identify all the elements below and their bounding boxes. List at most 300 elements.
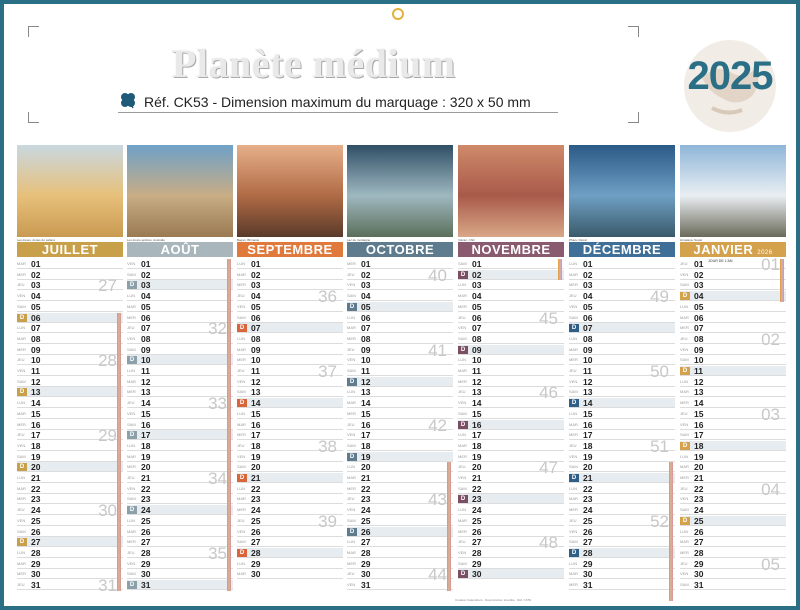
day-row	[347, 387, 453, 397]
day-number: 27	[141, 537, 151, 548]
day-row	[569, 473, 675, 483]
day-row	[569, 462, 675, 472]
day-number: 21	[472, 473, 482, 483]
day-number: 10	[361, 355, 371, 366]
weekday-label: LUN	[237, 485, 246, 491]
landscape-photo	[237, 145, 343, 237]
day-number: 21	[583, 473, 593, 483]
day-number: 14	[361, 398, 371, 409]
day-number: 30	[694, 569, 704, 580]
day-number: 15	[472, 408, 482, 419]
day-number: 05	[361, 301, 371, 312]
weekday-label: SAM	[458, 485, 467, 491]
day-number: 29	[472, 558, 482, 569]
weekday-label: MAR	[347, 400, 356, 406]
day-row	[569, 334, 675, 344]
day-row	[680, 580, 786, 590]
calendar-title: Planète médium	[172, 41, 456, 86]
day-number: 15	[361, 408, 371, 419]
day-number: 11	[694, 366, 703, 376]
weekday-label: MER	[347, 560, 356, 566]
day-number: 03	[31, 280, 41, 291]
weekday-label: JEU	[680, 261, 688, 266]
weekday-label: JEU	[127, 400, 135, 406]
week-number: 46	[539, 383, 558, 403]
day-row	[17, 313, 123, 323]
day-number: 09	[361, 344, 371, 355]
day-row	[237, 494, 343, 504]
day-row	[237, 473, 343, 483]
day-number: 22	[31, 483, 41, 494]
photo-caption: Volcan, Chili	[458, 238, 475, 242]
weekday-label: SAM	[127, 496, 136, 502]
weekday-label: LUN	[127, 442, 136, 448]
photo-caption: Himalaya, Népal	[680, 238, 703, 242]
weekday-label: LUN	[127, 517, 136, 523]
month-name: NOVEMBRE	[471, 242, 551, 257]
weekday-label: MER	[347, 410, 356, 416]
day-row	[569, 409, 675, 419]
month-column-6	[680, 145, 786, 593]
holiday-stripe	[669, 462, 673, 601]
weekday-label: LUN	[347, 314, 356, 320]
photo-caption: Les dunes, dunes du sahara	[17, 238, 55, 242]
weekday-label: D	[680, 292, 690, 300]
weekday-label: SAM	[347, 293, 356, 299]
day-number: 11	[31, 366, 40, 376]
month-column-3	[347, 145, 453, 593]
day-number: 23	[361, 494, 371, 505]
weekday-label: LUN	[347, 389, 356, 395]
day-row	[458, 505, 564, 515]
day-number: 28	[583, 547, 593, 558]
day-row	[17, 452, 123, 462]
day-row	[17, 462, 123, 472]
weekday-label: SAM	[17, 528, 26, 534]
day-number: 22	[583, 483, 593, 494]
day-row	[127, 580, 233, 590]
day-row	[237, 387, 343, 397]
weekday-label: LUN	[680, 453, 689, 459]
day-row	[569, 398, 675, 408]
weekday-label: MAR	[237, 421, 246, 427]
day-number: 23	[694, 494, 704, 505]
weekday-label: MAR	[680, 389, 689, 395]
weekday-label: SAM	[347, 517, 356, 523]
weekday-label: MAR	[569, 496, 578, 502]
weekday-label: D	[458, 346, 468, 354]
day-number: 24	[251, 505, 261, 516]
photo-caption: Lac de montagne	[347, 238, 371, 242]
weekday-label: VEN	[347, 357, 356, 363]
weekday-label: LUN	[17, 400, 26, 406]
month-column-2	[237, 145, 343, 593]
weekday-label: MAR	[347, 325, 356, 331]
day-number: 29	[361, 558, 371, 569]
day-number: 15	[694, 408, 704, 419]
day-number: 25	[251, 515, 261, 526]
weekday-label: LUN	[347, 539, 356, 545]
weekday-label: SAM	[237, 389, 246, 395]
day-row	[237, 323, 343, 333]
weekday-label: SAM	[127, 571, 136, 577]
day-number: 19	[361, 451, 371, 462]
weekday-label: SAM	[569, 539, 578, 545]
weekday-label: VEN	[17, 442, 26, 448]
weekday-label: D	[347, 528, 357, 536]
day-number: 05	[141, 301, 151, 312]
weekday-label: D	[569, 474, 579, 482]
day-row	[127, 270, 233, 280]
day-number: 01	[251, 259, 261, 269]
weekday-label: MER	[347, 261, 356, 266]
day-number: 28	[472, 547, 482, 558]
weekday-label: MAR	[237, 346, 246, 352]
weekday-label: MER	[17, 496, 26, 502]
day-number: 22	[472, 483, 482, 494]
holiday-stripe	[227, 259, 231, 591]
day-row	[237, 420, 343, 430]
weekday-label: MAR	[127, 378, 136, 384]
day-row	[347, 527, 453, 537]
day-number: 16	[472, 419, 482, 430]
day-number: 31	[361, 580, 371, 590]
day-row	[458, 259, 564, 269]
weekday-label: D	[127, 581, 137, 589]
month-name-bar	[569, 242, 675, 257]
day-number: 22	[251, 483, 261, 494]
day-number: 03	[472, 280, 482, 291]
weekday-label: LUN	[458, 507, 467, 513]
day-row	[458, 366, 564, 376]
week-number: 40	[428, 265, 447, 285]
day-number: 13	[141, 387, 151, 398]
weekday-label: JEU	[17, 282, 25, 288]
day-row	[458, 291, 564, 301]
day-number: 01	[583, 259, 593, 269]
weekday-label: D	[680, 442, 690, 450]
day-number: 07	[361, 323, 371, 334]
weekday-label: MER	[569, 432, 578, 438]
day-row	[17, 377, 123, 387]
day-number: 12	[472, 376, 482, 387]
day-number: 25	[694, 515, 704, 526]
weekday-label: LUN	[237, 261, 246, 266]
day-row	[458, 559, 564, 569]
day-number: 16	[361, 419, 371, 430]
day-number: 07	[472, 323, 482, 334]
weekday-label: VEN	[237, 453, 246, 459]
day-number: 10	[472, 355, 482, 366]
day-row	[127, 366, 233, 376]
week-number: 05	[761, 554, 780, 574]
weekday-label: LUN	[17, 549, 26, 555]
day-row	[347, 462, 453, 472]
weekday-label: MAR	[127, 528, 136, 534]
weekday-label: SAM	[680, 432, 689, 438]
day-number: 27	[583, 537, 593, 548]
day-number: 21	[361, 473, 371, 483]
day-number: 10	[694, 355, 704, 366]
weekday-label: JEU	[458, 539, 466, 545]
weekday-label: MAR	[458, 517, 467, 523]
month-column-1	[127, 145, 233, 593]
weekday-label: MER	[127, 464, 136, 470]
day-number: 12	[583, 376, 593, 387]
day-row	[680, 313, 786, 323]
day-row	[569, 494, 675, 504]
month-name-bar	[458, 242, 564, 257]
day-row	[17, 473, 123, 483]
day-number: 06	[694, 312, 704, 323]
day-row	[127, 377, 233, 387]
day-number: 28	[31, 547, 41, 558]
weekday-label: D	[458, 421, 468, 429]
weekday-label: VEN	[680, 571, 689, 577]
weekday-label: MAR	[237, 571, 246, 577]
weekday-label: MER	[458, 378, 467, 384]
week-number: 42	[428, 415, 447, 435]
day-number: 30	[141, 569, 151, 580]
day-number: 19	[31, 451, 41, 462]
day-row	[127, 505, 233, 515]
day-number: 12	[361, 376, 371, 387]
day-number: 20	[694, 462, 704, 473]
weekday-label: MAR	[347, 549, 356, 555]
weekday-label: VEN	[680, 496, 689, 502]
weekday-label: SAM	[458, 560, 467, 566]
weekday-label: MER	[237, 507, 246, 513]
weekday-label: JEU	[237, 517, 245, 523]
day-number: 07	[694, 323, 704, 334]
day-row	[127, 345, 233, 355]
weekday-label: JEU	[17, 582, 25, 587]
day-number: 12	[694, 376, 704, 387]
day-number: 10	[251, 355, 261, 366]
weekday-label: LUN	[569, 335, 578, 341]
week-number: 52	[650, 511, 669, 531]
weekday-label: VEN	[458, 325, 467, 331]
day-row	[127, 569, 233, 579]
weekday-label: JEU	[569, 368, 577, 373]
day-row	[458, 270, 564, 280]
day-number: 04	[472, 291, 482, 302]
weekday-label: JEU	[347, 271, 355, 277]
day-number: 15	[583, 408, 593, 419]
weekday-label: LUN	[680, 378, 689, 384]
day-number: 10	[583, 355, 593, 366]
weekday-label: VEN	[569, 453, 578, 459]
day-row	[458, 345, 564, 355]
crop-mark-bottom-right	[628, 112, 639, 123]
day-number: 13	[31, 387, 41, 398]
day-number: 01	[694, 259, 704, 269]
weekday-label: JEU	[17, 432, 25, 438]
weekday-label: JEU	[569, 442, 577, 448]
weekday-label: JEU	[347, 571, 355, 577]
day-row	[680, 430, 786, 440]
day-row	[17, 259, 123, 269]
day-row	[680, 387, 786, 397]
weekday-label: D	[127, 281, 137, 289]
weekday-label: JEU	[680, 485, 688, 491]
weekday-label: JEU	[237, 293, 245, 299]
day-number: 18	[694, 440, 704, 451]
day-row	[237, 484, 343, 494]
day-number: 21	[251, 473, 261, 483]
month-name: SEPTEMBRE	[247, 242, 333, 257]
day-number: 17	[251, 430, 261, 441]
day-row	[237, 559, 343, 569]
day-row	[127, 441, 233, 451]
day-number: 24	[583, 505, 593, 516]
day-number: 31	[694, 580, 704, 590]
day-number: 04	[694, 291, 704, 302]
crop-mark-top-left	[28, 26, 39, 37]
day-number: 24	[141, 505, 151, 516]
weekday-label: JEU	[127, 475, 135, 480]
weekday-label: VEN	[458, 475, 467, 480]
month-name-bar	[347, 242, 453, 257]
weekday-label: VEN	[127, 560, 136, 566]
weekday-label: MAR	[569, 271, 578, 277]
day-number: 23	[141, 494, 151, 505]
day-number: 15	[251, 408, 261, 419]
day-number: 12	[141, 376, 151, 387]
day-number: 09	[694, 344, 704, 355]
day-number: 16	[583, 419, 593, 430]
day-number: 29	[31, 558, 41, 569]
weekday-label: D	[347, 378, 357, 386]
day-row	[569, 559, 675, 569]
week-number: 51	[650, 436, 669, 456]
day-number: 03	[251, 280, 261, 291]
week-number: 36	[318, 287, 337, 307]
day-row	[569, 270, 675, 280]
landscape-photo	[569, 145, 675, 237]
day-number: 11	[472, 366, 481, 376]
day-row	[17, 387, 123, 397]
weekday-label: D	[17, 388, 27, 396]
weekday-label: SAM	[680, 357, 689, 363]
day-number: 23	[472, 494, 482, 505]
day-number: 15	[141, 408, 151, 419]
day-number: 05	[694, 301, 704, 312]
month-column-0	[17, 145, 123, 593]
weekday-label: LUN	[458, 282, 467, 288]
day-number: 04	[361, 291, 371, 302]
day-row	[17, 334, 123, 344]
reference-text: Réf. CK53 - Dimension maximum du marquage : 320 x 50 mm	[144, 94, 531, 110]
day-list	[680, 255, 786, 593]
day-number: 26	[31, 526, 41, 537]
day-number: 19	[694, 451, 704, 462]
day-number: 07	[141, 323, 151, 334]
weekday-label: VEN	[17, 293, 26, 299]
day-number: 07	[251, 323, 261, 334]
day-row	[569, 387, 675, 397]
weekday-label: LUN	[127, 293, 136, 299]
day-number: 01	[31, 259, 41, 269]
weekday-label: JEU	[237, 368, 245, 373]
weekday-label: D	[127, 356, 137, 364]
weekday-label: D	[680, 517, 690, 525]
day-number: 20	[361, 462, 371, 473]
weekday-label: MAR	[127, 453, 136, 459]
weekday-label: JEU	[458, 314, 466, 320]
day-number: 02	[361, 269, 371, 280]
day-row	[680, 462, 786, 472]
weekday-label: SAM	[680, 582, 689, 587]
day-number: 21	[694, 473, 704, 483]
day-row	[127, 452, 233, 462]
day-number: 02	[472, 269, 482, 280]
day-number: 13	[694, 387, 704, 398]
weekday-label: JEU	[680, 335, 688, 341]
day-row	[458, 484, 564, 494]
weekday-label: SAM	[17, 303, 26, 309]
day-number: 20	[141, 462, 151, 473]
day-number: 23	[583, 494, 593, 505]
day-number: 08	[361, 333, 371, 344]
weekday-label: JEU	[127, 549, 135, 555]
day-number: 24	[361, 505, 371, 516]
month-name: JUILLET	[41, 242, 99, 257]
day-row	[237, 537, 343, 547]
day-number: 01	[361, 259, 371, 269]
day-number: 26	[583, 526, 593, 537]
weekday-label: MER	[237, 432, 246, 438]
weekday-label: MER	[458, 528, 467, 534]
day-number: 30	[31, 569, 41, 580]
day-number: 28	[694, 547, 704, 558]
day-number: 14	[694, 398, 704, 409]
weekday-label: D	[237, 474, 247, 482]
day-row	[237, 462, 343, 472]
day-number: 22	[361, 483, 371, 494]
day-number: 06	[141, 312, 151, 323]
day-number: 11	[251, 366, 260, 376]
weekday-label: JEU	[347, 496, 355, 502]
day-number: 26	[141, 526, 151, 537]
day-number: 25	[141, 515, 151, 526]
weekday-label: LUN	[569, 560, 578, 566]
day-row	[237, 259, 343, 269]
weekday-label: MAR	[237, 496, 246, 502]
weekday-label: D	[347, 453, 357, 461]
weekday-label: JEU	[569, 517, 577, 523]
weekday-label: D	[237, 549, 247, 557]
weekday-label: LUN	[17, 475, 26, 480]
crop-mark-top-right	[628, 26, 639, 37]
day-number: 04	[31, 291, 41, 302]
day-row	[17, 537, 123, 547]
day-number: 09	[583, 344, 593, 355]
day-number: 01	[472, 259, 482, 269]
month-name: OCTOBRE	[365, 242, 435, 257]
weekday-label: D	[569, 399, 579, 407]
day-number: 22	[141, 483, 151, 494]
day-number: 13	[361, 387, 371, 398]
day-list	[347, 259, 453, 593]
weekday-label: SAM	[237, 464, 246, 470]
weekday-label: VEN	[569, 528, 578, 534]
weekday-label: MER	[680, 475, 689, 480]
day-row	[347, 516, 453, 526]
weekday-label: LUN	[569, 410, 578, 416]
day-row	[347, 323, 453, 333]
day-row	[237, 313, 343, 323]
